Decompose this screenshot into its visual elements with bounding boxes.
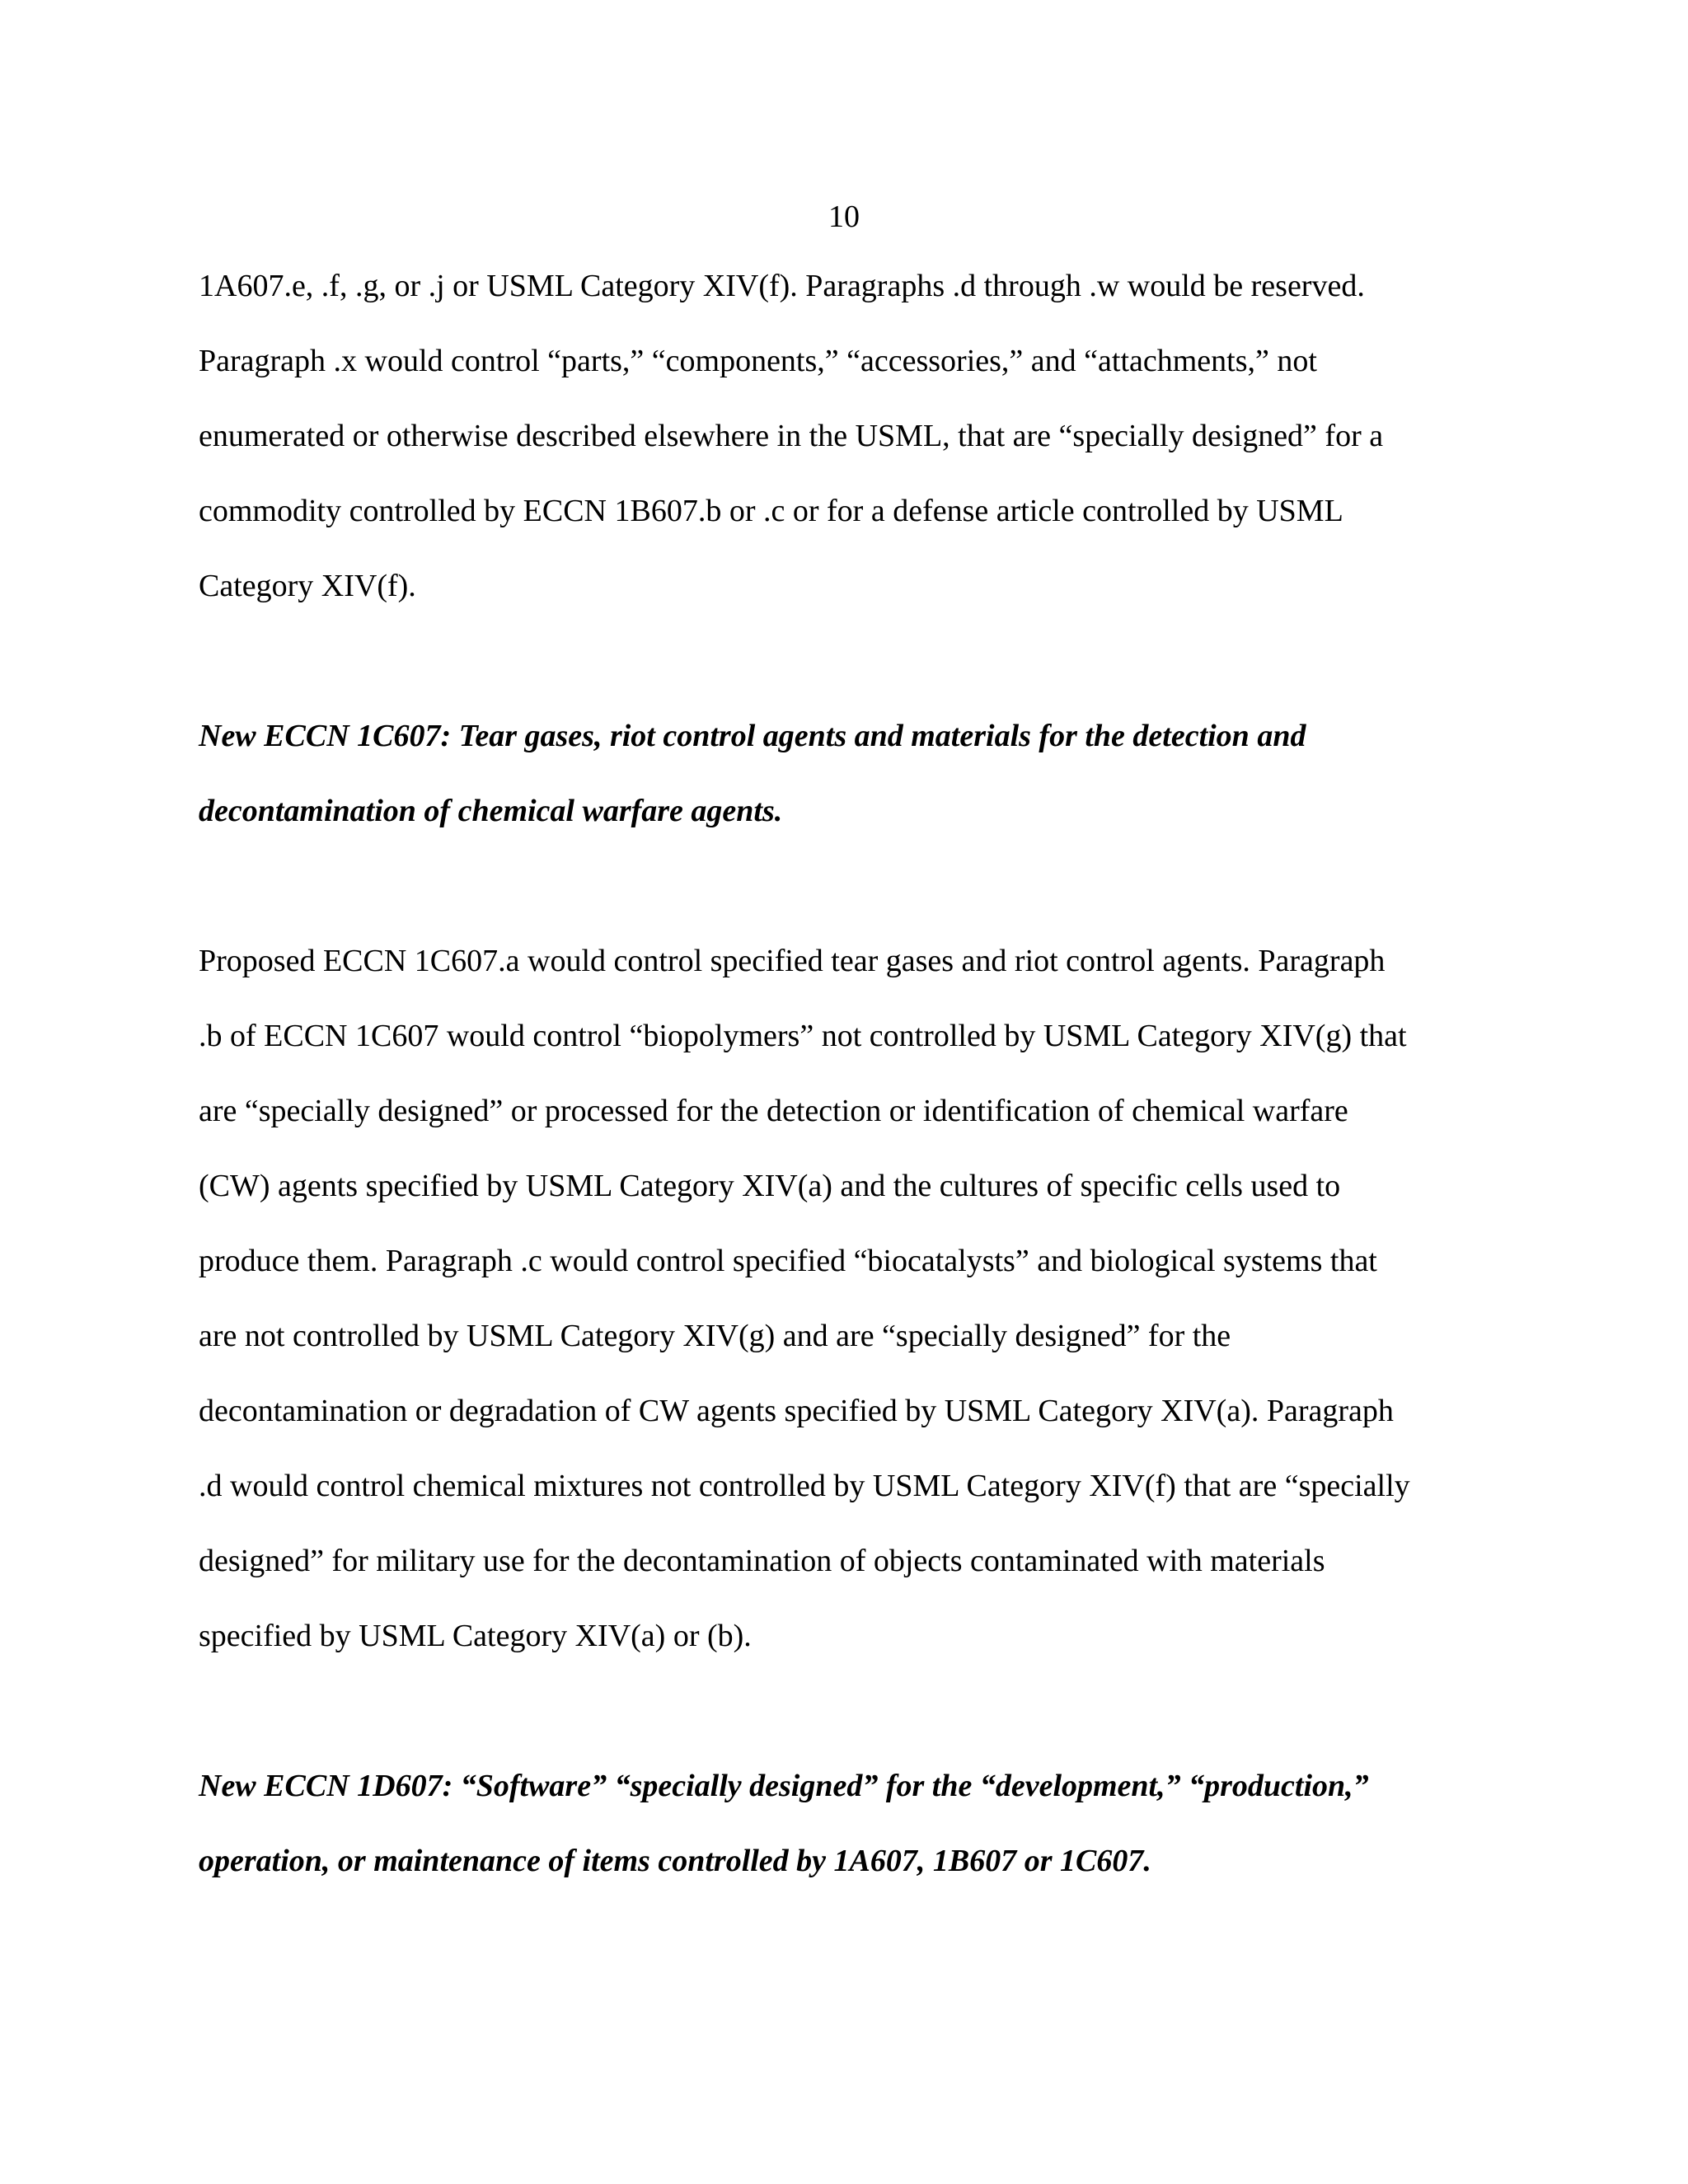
paragraph-line: (CW) agents specified by USML Category XIV(a) and the cultures of specific cells used to: [199, 1169, 1341, 1203]
heading-line: New ECCN 1C607: Tear gases, riot control agents and materials for the detection and: [199, 719, 1306, 753]
paragraph-line: Paragraph .x would control “parts,” “components,” “accessories,” and “attachments,” not: [199, 344, 1317, 378]
paragraph-line: designed” for military use for the decontamination of objects contaminated with materials: [199, 1544, 1325, 1578]
page-number: 10: [828, 199, 860, 234]
paragraph-line: enumerated or otherwise described elsewhere in the USML, that are “specially designed” for a: [199, 419, 1384, 453]
paragraph-line: Category XIV(f).: [199, 569, 416, 603]
paragraph-line: commodity controlled by ECCN 1B607.b or .c or for a defense article controlled by USML: [199, 494, 1343, 528]
paragraph-line: 1A607.e, .f, .g, or .j or USML Category XIV(f). Paragraphs .d through .w would be reserved.: [199, 269, 1365, 303]
heading-line: New ECCN 1D607: “Software” “specially designed” for the “development,” “production,”: [199, 1769, 1369, 1803]
paragraph-line: are “specially designed” or processed for the detection or identification of chemical warfare: [199, 1094, 1348, 1128]
paragraph-line: specified by USML Category XIV(a) or (b).: [199, 1619, 752, 1653]
paragraph-line: are not controlled by USML Category XIV(g) and are “specially designed” for the: [199, 1319, 1231, 1353]
paragraph-line: decontamination or degradation of CW agents specified by USML Category XIV(a). Paragraph: [199, 1394, 1394, 1428]
paragraph-line: .b of ECCN 1C607 would control “biopolymers” not controlled by USML Category XIV(g) that: [199, 1019, 1407, 1053]
paragraph-line: .d would control chemical mixtures not controlled by USML Category XIV(f) that are “specially: [199, 1469, 1410, 1503]
heading-line: operation, or maintenance of items controlled by 1A607, 1B607 or 1C607.: [199, 1844, 1151, 1878]
paragraph-line: Proposed ECCN 1C607.a would control specified tear gases and riot control agents. Paragraph: [199, 944, 1386, 978]
heading-line: decontamination of chemical warfare agents.: [199, 794, 783, 828]
paragraph-line: produce them. Paragraph .c would control specified “biocatalysts” and biological systems that: [199, 1244, 1377, 1278]
